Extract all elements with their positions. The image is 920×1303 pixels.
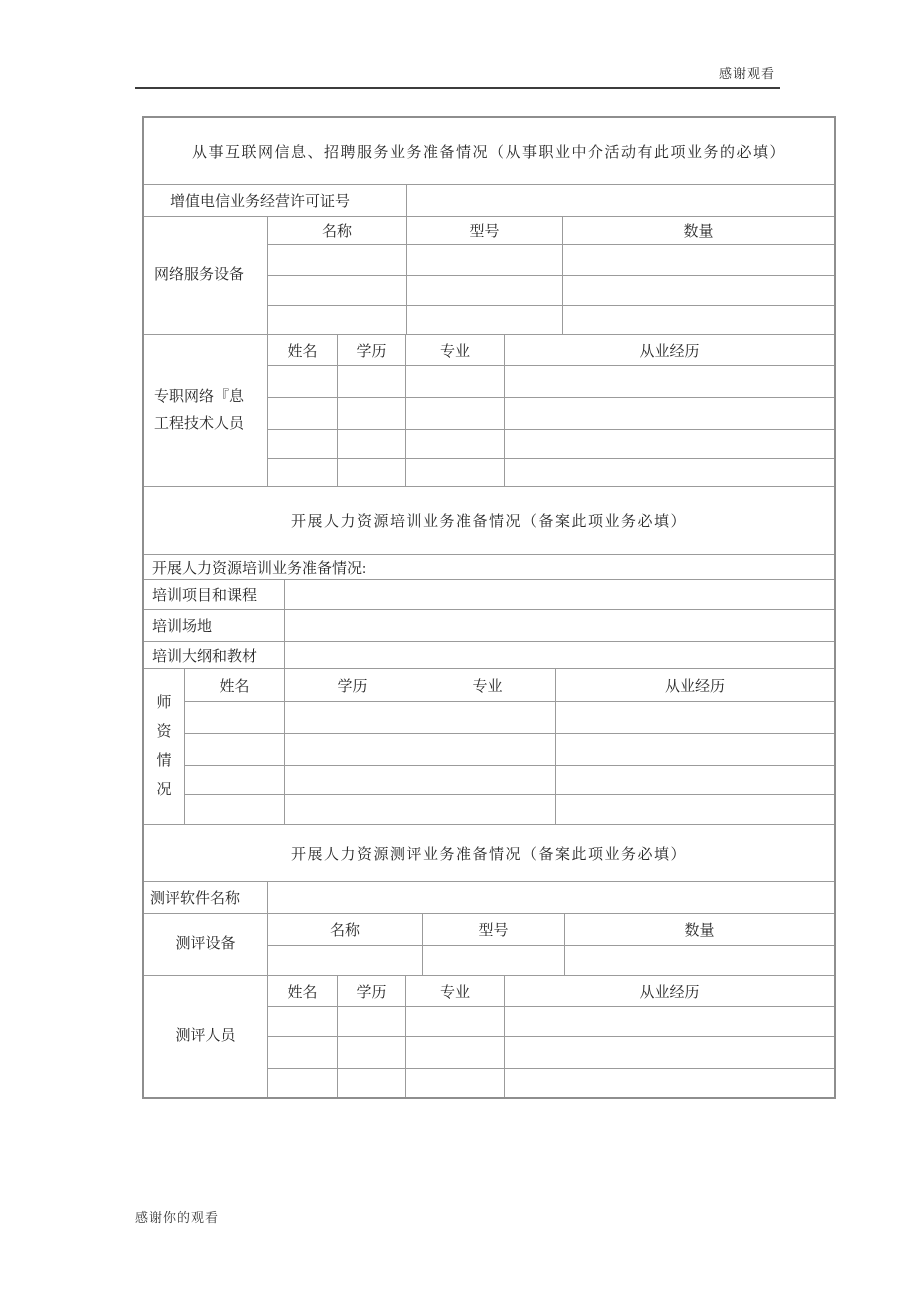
- empty-cell: [406, 398, 505, 429]
- teachers-empty-row: [185, 702, 834, 734]
- teachers-header-row: [185, 669, 834, 702]
- teachers-label-char: 资: [156, 723, 172, 740]
- empty-cell: [285, 580, 834, 609]
- network-staff-label: [144, 335, 268, 486]
- form-table: [142, 116, 836, 1099]
- col-header-name: 姓名: [185, 669, 285, 701]
- col-header-major: 专业: [406, 335, 505, 365]
- col-header-education: 学历: [337, 678, 368, 695]
- empty-cell: [268, 398, 338, 429]
- col-header-major: 专业: [472, 678, 503, 695]
- top-note: 感谢观看: [718, 66, 775, 81]
- col-header-name: 姓名: [268, 976, 338, 1006]
- empty-cell: [268, 430, 338, 458]
- software-value-cell: [268, 882, 834, 913]
- empty-cell: [505, 1007, 834, 1036]
- empty-cell: [268, 1007, 338, 1036]
- empty-cell: [505, 366, 834, 397]
- empty-cell: [338, 459, 406, 486]
- col-header-model: 型号: [423, 914, 565, 945]
- empty-cell: [338, 1037, 406, 1068]
- network-staff-empty-row: [268, 459, 834, 486]
- col-header-quantity: 数量: [684, 923, 715, 939]
- network-staff-header-row: [268, 335, 834, 366]
- training-note: 开展人力资源培训业务准备情况:: [152, 560, 367, 577]
- empty-cell: [505, 1037, 834, 1068]
- empty-cell: [556, 766, 834, 794]
- section3-title: 开展人力资源测评业务准备情况（备案此项业务必填）: [144, 825, 834, 882]
- network-equipment-label: 网络服务设备: [144, 217, 268, 334]
- empty-cell: [406, 430, 505, 458]
- bottom-note: 感谢你的观看: [135, 1210, 220, 1225]
- empty-cell: [556, 702, 834, 733]
- empty-cell: [338, 430, 406, 458]
- empty-cell: [268, 276, 407, 305]
- license-value-cell: [407, 185, 834, 216]
- empty-cell: [268, 1069, 338, 1097]
- empty-cell: [423, 946, 565, 975]
- empty-cell: [185, 766, 285, 794]
- teachers-label-char: 况: [156, 781, 172, 798]
- empty-cell: [285, 766, 556, 794]
- empty-cell: [406, 366, 505, 397]
- empty-cell: [406, 1037, 505, 1068]
- teachers-label-char: 师: [156, 694, 172, 711]
- eval-staff-label: 测评人员: [144, 976, 268, 1097]
- empty-cell: [505, 398, 834, 429]
- network-staff-empty-row: [268, 366, 834, 398]
- empty-cell: [285, 795, 556, 824]
- network-staff-empty-row: [268, 430, 834, 459]
- training-row-courses: [144, 580, 834, 610]
- training-note-row: [144, 555, 834, 580]
- eval-staff-header-row: [268, 976, 834, 1007]
- empty-cell: [406, 1069, 505, 1097]
- col-header-education: 学历: [338, 335, 406, 365]
- empty-cell: [563, 306, 834, 334]
- col-header-major: 专业: [406, 976, 505, 1006]
- network-staff-label-line2: 工程技术人员: [154, 415, 245, 432]
- empty-cell: [563, 276, 834, 305]
- empty-cell: [268, 459, 338, 486]
- empty-cell: [285, 642, 834, 668]
- empty-cell: [505, 459, 834, 486]
- col-header-experience: 从业经历: [664, 678, 725, 695]
- header-rule: [135, 87, 780, 89]
- empty-cell: [185, 795, 285, 824]
- training-venue-label: 培训场地: [144, 610, 285, 641]
- software-label: 测评软件名称: [144, 882, 268, 913]
- col-header-education-major: [285, 669, 556, 701]
- empty-cell: [407, 306, 563, 334]
- teachers-empty-row: [185, 734, 834, 766]
- empty-cell: [505, 1069, 834, 1097]
- col-header-name: 姓名: [268, 335, 338, 365]
- network-equipment-header-row: [268, 217, 834, 245]
- empty-cell: [338, 366, 406, 397]
- empty-cell: [556, 734, 834, 765]
- software-row: [144, 882, 834, 914]
- network-equipment-empty-row: [268, 245, 834, 276]
- eval-staff-section: [144, 976, 834, 1097]
- network-staff-section: [144, 335, 834, 487]
- section1-title: 从事互联网信息、招聘服务业务准备情况（从事职业中介活动有此项业务的必填）: [144, 118, 834, 185]
- teachers-section: [144, 669, 834, 825]
- empty-cell: [185, 734, 285, 765]
- empty-cell: [407, 245, 563, 275]
- col-header-name: 名称: [268, 217, 407, 244]
- training-row-materials: [144, 642, 834, 669]
- eval-staff-empty-row: [268, 1007, 834, 1037]
- col-header-quantity: 数量: [683, 224, 714, 240]
- teachers-label: [144, 669, 185, 824]
- teachers-empty-row: [185, 795, 834, 824]
- empty-cell: [556, 795, 834, 824]
- empty-cell: [268, 306, 407, 334]
- col-header-model: 型号: [407, 217, 563, 244]
- empty-cell: [285, 610, 834, 641]
- empty-cell: [406, 1007, 505, 1036]
- eval-equipment-empty-row: [268, 946, 834, 975]
- training-row-venue: [144, 610, 834, 642]
- section2-title: 开展人力资源培训业务准备情况（备案此项业务必填）: [144, 487, 834, 555]
- network-equipment-empty-row: [268, 306, 834, 334]
- empty-cell: [338, 398, 406, 429]
- eval-equipment-header-row: [268, 914, 834, 946]
- eval-equipment-section: [144, 914, 834, 976]
- eval-equipment-label: 测评设备: [144, 914, 268, 975]
- col-header-education: 学历: [338, 976, 406, 1006]
- empty-cell: [185, 702, 285, 733]
- empty-cell: [268, 946, 423, 975]
- teachers-label-char: 情: [156, 752, 172, 769]
- network-staff-empty-row: [268, 398, 834, 430]
- teachers-empty-row: [185, 766, 834, 795]
- empty-cell: [268, 366, 338, 397]
- empty-cell: [285, 702, 556, 733]
- col-header-experience: 从业经历: [639, 343, 700, 360]
- empty-cell: [338, 1069, 406, 1097]
- license-label: 增值电信业务经营许可证号: [144, 185, 407, 216]
- license-row: [144, 185, 834, 217]
- empty-cell: [406, 459, 505, 486]
- col-header-name: 名称: [268, 914, 423, 945]
- empty-cell: [285, 734, 556, 765]
- empty-cell: [338, 1007, 406, 1036]
- empty-cell: [268, 1037, 338, 1068]
- training-materials-label: 培训大纲和教材: [144, 642, 285, 668]
- network-staff-label-line1: 专职网络『息: [154, 388, 245, 405]
- training-courses-label: 培训项目和课程: [144, 580, 285, 609]
- eval-staff-empty-row: [268, 1037, 834, 1069]
- empty-cell: [565, 946, 834, 975]
- empty-cell: [268, 245, 407, 275]
- col-header-experience: 从业经历: [639, 984, 700, 1001]
- network-equipment-section: [144, 217, 834, 335]
- empty-cell: [407, 276, 563, 305]
- eval-staff-empty-row: [268, 1069, 834, 1097]
- empty-cell: [505, 430, 834, 458]
- network-equipment-empty-row: [268, 276, 834, 306]
- empty-cell: [563, 245, 834, 275]
